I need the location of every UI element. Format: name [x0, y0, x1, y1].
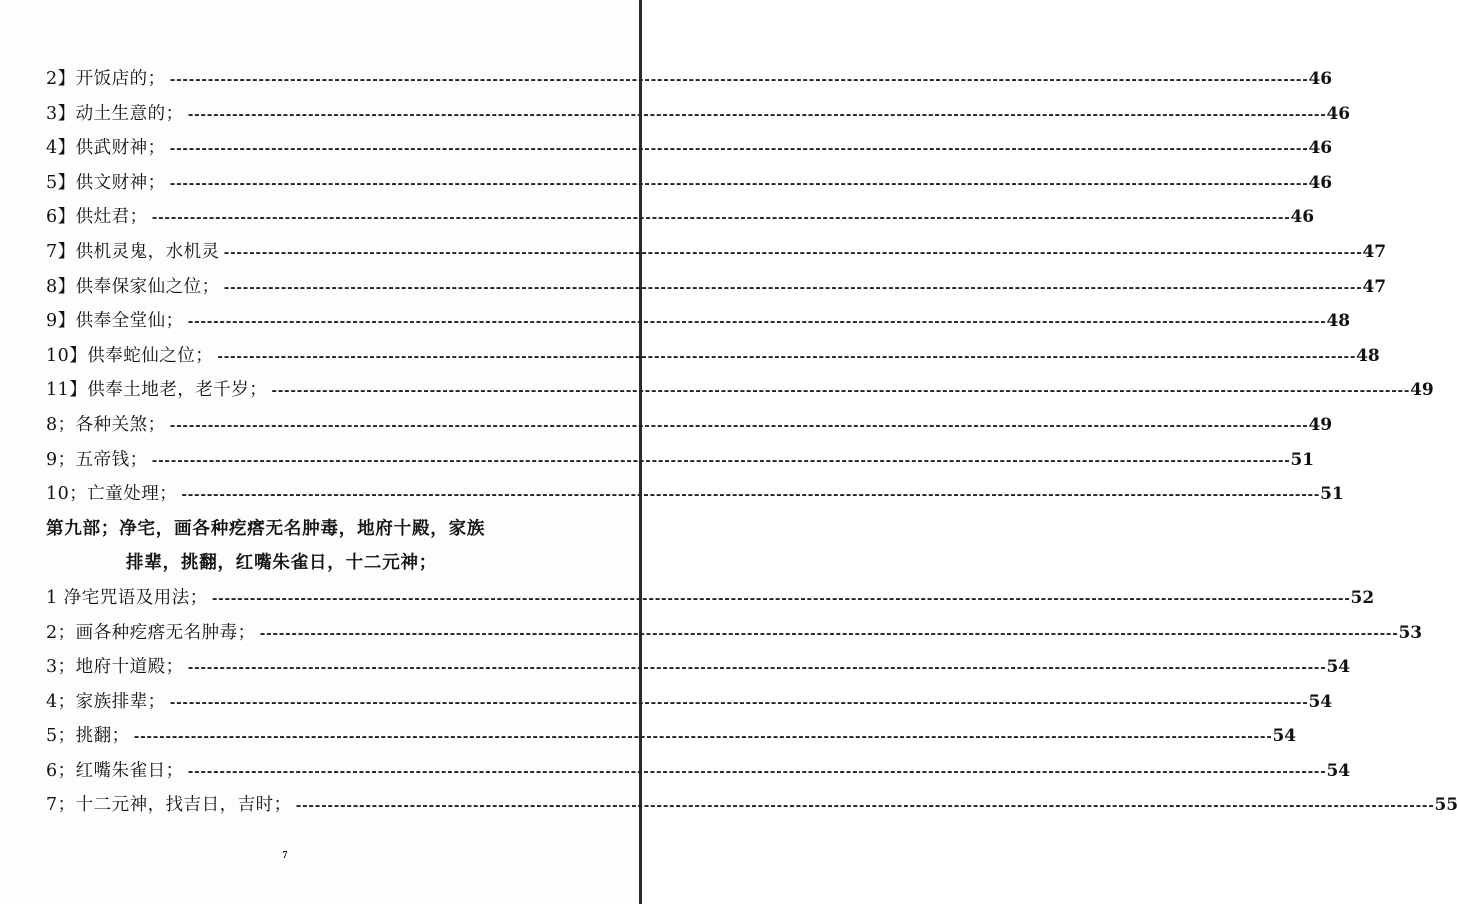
toc-entry-page-number: 49: [1410, 380, 1434, 401]
toc-entry-page-number: 51: [1290, 449, 1315, 470]
toc-entry: [46, 685, 1333, 720]
toc-entry-label: 6；红嘴朱雀日；: [46, 760, 184, 781]
toc-leader-dashes: ------------------------------------------------------------------------------------------------------------------------------------------------------------------------------------: [216, 349, 1356, 365]
toc-entry: [46, 443, 1315, 478]
page-number: 7: [282, 850, 288, 861]
toc-entry-page-number: 46: [1308, 172, 1333, 193]
toc-entry: [46, 581, 1375, 616]
section-heading-line-2: 排辈，挑翻，红嘴朱雀日，十二元神；: [126, 553, 438, 574]
toc-entry-page-number: 54: [1326, 760, 1351, 781]
toc-entry-page-number: 46: [1326, 103, 1351, 124]
toc-group-2: [46, 581, 1458, 823]
toc-entry-label: 5；挑翻；: [46, 726, 130, 747]
toc-leader-dashes: ------------------------------------------------------------------------------------------------------------------------------------------------------------------------------------: [132, 730, 1272, 746]
toc-entry: [46, 200, 1315, 235]
toc-entry-page-number: 52: [1350, 587, 1375, 608]
toc-entry-label: 10；亡童处理；: [46, 484, 178, 505]
toc-entry-page-number: 46: [1308, 69, 1333, 89]
toc-entry-label: 6】供灶君；: [46, 207, 148, 228]
toc-entry-label: 3；地府十道殿；: [46, 657, 184, 678]
toc-entry-page-number: 54: [1326, 657, 1351, 678]
toc-entry: [46, 788, 1458, 823]
toc-entry-label: 10】供奉蛇仙之位；: [46, 345, 214, 366]
section-heading-line-1: 第九部；净宅，画各种疙瘩无名肿毒，地府十殿，家族: [46, 518, 486, 539]
toc-entry-page-number: 47: [1362, 276, 1387, 297]
toc-leader-dashes: ------------------------------------------------------------------------------------------------------------------------------------------------------------------------------------: [270, 384, 1410, 400]
toc-entry: [46, 62, 1333, 97]
toc-entry-label: 11】供奉土地老，老千岁；: [46, 380, 268, 401]
toc-entry-label: 9；五帝钱；: [46, 449, 148, 470]
toc-leader-dashes: ------------------------------------------------------------------------------------------------------------------------------------------------------------------------------------: [168, 73, 1308, 88]
toc-entry-label: 2】开饭店的；: [46, 69, 166, 89]
toc-entry-page-number: 53: [1398, 622, 1423, 643]
toc-leader-dashes: ------------------------------------------------------------------------------------------------------------------------------------------------------------------------------------: [186, 661, 1326, 677]
toc-entry-label: 4；家族排辈；: [46, 691, 166, 712]
toc-leader-dashes: ------------------------------------------------------------------------------------------------------------------------------------------------------------------------------------: [168, 695, 1308, 711]
toc-entry-page-number: 46: [1308, 138, 1333, 159]
toc-entry-label: 5】供文财神；: [46, 172, 166, 193]
toc-entry: [46, 270, 1387, 305]
toc-entry-label: 1 净宅咒语及用法；: [46, 587, 208, 608]
toc-leader-dashes: ------------------------------------------------------------------------------------------------------------------------------------------------------------------------------------: [180, 488, 1320, 504]
toc-entry-page-number: 46: [1290, 207, 1315, 228]
toc-entry: [46, 235, 1387, 270]
toc-entry: [46, 339, 1380, 374]
toc-leader-dashes: ------------------------------------------------------------------------------------------------------------------------------------------------------------------------------------: [168, 418, 1308, 434]
toc-entry-page-number: 55: [1434, 795, 1458, 816]
toc-entry-label: 2；画各种疙瘩无名肿毒；: [46, 622, 256, 643]
toc-leader-dashes: ------------------------------------------------------------------------------------------------------------------------------------------------------------------------------------: [186, 764, 1326, 780]
toc-entry: [46, 477, 1344, 512]
toc-leader-dashes: ------------------------------------------------------------------------------------------------------------------------------------------------------------------------------------: [210, 591, 1350, 607]
toc-entry-page-number: 48: [1326, 311, 1351, 332]
toc-entry-page-number: 54: [1272, 726, 1297, 747]
toc-leader-dashes: ------------------------------------------------------------------------------------------------------------------------------------------------------------------------------------: [168, 142, 1308, 158]
toc-leader-dashes: ------------------------------------------------------------------------------------------------------------------------------------------------------------------------------------: [186, 315, 1326, 331]
toc-entry-label: 3】动土生意的；: [46, 103, 184, 124]
table-of-contents: [46, 62, 1458, 823]
toc-entry-page-number: 48: [1356, 345, 1380, 366]
toc-entry: [46, 754, 1351, 789]
toc-entry-label: 7】供机灵鬼，水机灵: [46, 241, 220, 262]
toc-entry: [46, 131, 1333, 166]
toc-entry: [46, 719, 1297, 754]
toc-entry-page-number: 51: [1320, 484, 1344, 505]
toc-entry: [46, 97, 1351, 132]
toc-entry: [46, 166, 1333, 201]
toc-group-1: [46, 62, 1434, 512]
toc-leader-dashes: ------------------------------------------------------------------------------------------------------------------------------------------------------------------------------------: [150, 211, 1290, 227]
toc-leader-dashes: ------------------------------------------------------------------------------------------------------------------------------------------------------------------------------------: [222, 280, 1362, 296]
toc-entry-label: 8】供奉保家仙之位；: [46, 276, 220, 297]
toc-entry: [46, 373, 1434, 408]
toc-entry: [46, 304, 1351, 339]
toc-leader-dashes: ------------------------------------------------------------------------------------------------------------------------------------------------------------------------------------: [150, 453, 1290, 469]
toc-entry-label: 7；十二元神，找吉日，吉时；: [46, 795, 292, 816]
toc-entry: [46, 616, 1423, 651]
toc-leader-dashes: ------------------------------------------------------------------------------------------------------------------------------------------------------------------------------------: [168, 176, 1308, 192]
toc-entry-label: 4】供武财神；: [46, 138, 166, 159]
toc-leader-dashes: ------------------------------------------------------------------------------------------------------------------------------------------------------------------------------------: [186, 107, 1326, 123]
toc-leader-dashes: ------------------------------------------------------------------------------------------------------------------------------------------------------------------------------------: [294, 799, 1434, 815]
toc-entry: [46, 408, 1333, 443]
toc-entry-page-number: 47: [1362, 241, 1387, 262]
toc-entry: [46, 650, 1351, 685]
toc-entry-label: 8；各种关煞；: [46, 414, 166, 435]
toc-entry-page-number: 49: [1308, 414, 1333, 435]
toc-entry-label: 9】供奉全堂仙；: [46, 311, 184, 332]
toc-entry-page-number: 54: [1308, 691, 1333, 712]
toc-leader-dashes: ------------------------------------------------------------------------------------------------------------------------------------------------------------------------------------: [222, 245, 1362, 261]
toc-leader-dashes: ------------------------------------------------------------------------------------------------------------------------------------------------------------------------------------: [258, 626, 1398, 642]
